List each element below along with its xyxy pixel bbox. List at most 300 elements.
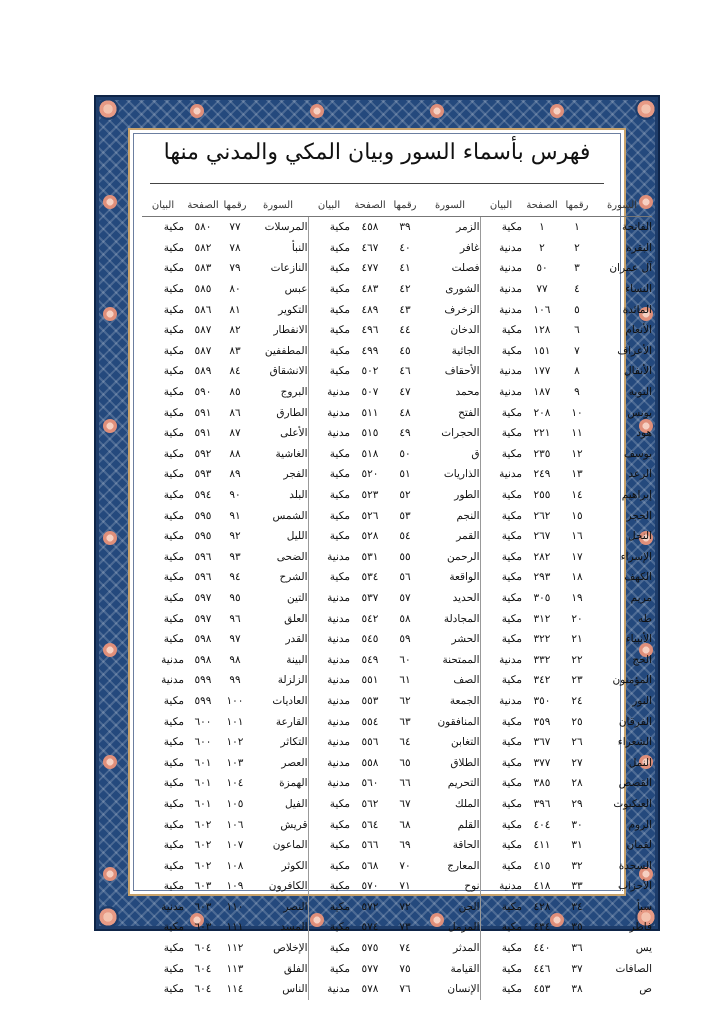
surah-page: ٤٤٠: [533, 942, 551, 955]
surah-number: ٨٨: [229, 447, 241, 460]
table-row: [142, 464, 652, 485]
surah-type: مدنية: [480, 876, 522, 897]
surah-name: محمد: [455, 386, 480, 399]
surah-page: ٥٠: [536, 262, 548, 275]
surah-type: مكية: [480, 217, 522, 238]
surah-number: ٥٢: [399, 489, 411, 502]
surah-number: ٨٢: [229, 324, 241, 337]
surah-type: مكية: [163, 427, 184, 440]
surah-number: ٦١: [399, 674, 411, 687]
surah-type: مكية: [163, 736, 184, 749]
surah-number: ١٣: [571, 468, 583, 481]
surah-name: الفجر: [283, 468, 308, 481]
surah-name: النصر: [283, 900, 308, 913]
surah-number: ٩٨: [229, 653, 241, 666]
header-number: رقمها: [222, 194, 248, 217]
surah-name: الانشقاق: [269, 365, 308, 378]
surah-type: مكية: [480, 732, 522, 753]
surah-page: ٦٠٣: [194, 880, 212, 893]
surah-type: مدنية: [480, 299, 522, 320]
surah-number: ١٤: [571, 489, 583, 502]
surah-page: ٥٨٧: [194, 344, 212, 357]
surah-number: ٣٠: [571, 818, 583, 831]
surah-name: الأنفال: [624, 365, 652, 378]
surah-number: ٥٥: [399, 550, 411, 563]
surah-page: ٣٧٧: [533, 756, 551, 769]
surah-type: مكية: [480, 444, 522, 465]
surah-name: لقمان: [626, 839, 652, 852]
surah-number: ١: [574, 221, 580, 234]
table-header-row: [142, 194, 652, 217]
surah-page: ٤٥٨: [361, 221, 379, 234]
surah-number: ٨٦: [229, 406, 241, 419]
surah-name: التغابن: [451, 736, 480, 749]
surah-page: ١٨٧: [533, 386, 551, 399]
flower-ornament-icon: [550, 104, 564, 118]
surah-name: التوبة: [628, 386, 652, 399]
surah-type: مكية: [480, 814, 522, 835]
surah-name: النجم: [456, 509, 480, 522]
surah-number: ١٠٠: [226, 694, 244, 707]
surah-number: ٧٧: [229, 221, 241, 234]
surah-number: ٥٩: [399, 633, 411, 646]
surah-name: القدر: [285, 633, 308, 646]
surah-type: مكية: [480, 588, 522, 609]
surah-page: ٣٨٥: [533, 777, 551, 790]
surah-number: ٧٥: [399, 962, 411, 975]
table-row: [142, 423, 652, 444]
table-row: [142, 649, 652, 670]
table-row: [142, 608, 652, 629]
flower-ornament-icon: [103, 419, 117, 433]
surah-number: ٦٨: [399, 818, 411, 831]
surah-page: ٦٠٢: [194, 818, 212, 831]
surah-number: ٨١: [229, 303, 241, 316]
surah-number: ٧٦: [399, 983, 411, 996]
surah-number: ٦٥: [399, 756, 411, 769]
surah-number: ٨: [574, 365, 580, 378]
surah-type: مدنية: [308, 629, 350, 650]
table-row: [142, 835, 652, 856]
surah-name: الجن: [458, 900, 480, 913]
table-row: [142, 258, 652, 279]
corner-ornament-icon: [635, 98, 657, 120]
surah-name: الأحزاب: [618, 880, 652, 893]
header-surah: السورة: [420, 194, 480, 217]
table-row: [142, 938, 652, 959]
surah-name: الليل: [286, 530, 308, 543]
surah-type: مكية: [163, 756, 184, 769]
surah-page: ٤٠٤: [533, 818, 551, 831]
surah-number: ٩٥: [229, 591, 241, 604]
surah-number: ٢٧: [571, 756, 583, 769]
surah-name: الكافرون: [268, 880, 308, 893]
surah-name: ق: [471, 447, 480, 460]
surah-name: المزمل: [447, 921, 480, 934]
table-row: [142, 485, 652, 506]
surah-page: ٤٦٧: [361, 241, 379, 254]
surah-page: ٥٧٧: [361, 962, 379, 975]
surah-page: ٢٨٢: [533, 550, 551, 563]
flower-ornament-icon: [103, 867, 117, 881]
surah-page: ٤١٨: [533, 880, 551, 893]
surah-name: الكوثر: [281, 859, 308, 872]
surah-name: الرحمن: [447, 550, 480, 563]
header-surah: السورة: [592, 194, 652, 217]
surah-number: ٢٥: [571, 715, 583, 728]
surah-page: ٥١١: [361, 406, 379, 419]
surah-number: ٣٧: [571, 962, 583, 975]
surah-page: ٥٩٩: [194, 674, 212, 687]
surah-type: مكية: [480, 341, 522, 362]
surah-number: ٦٩: [399, 839, 411, 852]
surah-name: الأنعام: [625, 324, 652, 337]
surah-page: ٣٥٩: [533, 715, 551, 728]
surah-name: ص: [639, 983, 652, 996]
surah-number: ١٠٣: [226, 756, 244, 769]
surah-page: ٥٥٣: [361, 694, 379, 707]
surah-page: ٥٩٠: [194, 386, 212, 399]
surah-page: ٦٠١: [194, 797, 212, 810]
surah-page: ٥٩٧: [194, 612, 212, 625]
surah-type: مكية: [308, 814, 350, 835]
surah-name: الواقعة: [449, 571, 480, 584]
surah-name: الإخلاص: [273, 942, 308, 955]
surah-name: يس: [635, 942, 652, 955]
table-row: [142, 958, 652, 979]
surah-type: مدنية: [480, 464, 522, 485]
surah-type: مدنية: [480, 361, 522, 382]
surah-number: ٦٢: [399, 694, 411, 707]
surah-page: ١: [539, 221, 545, 234]
surah-name: الحجرات: [441, 427, 480, 440]
table-row: [142, 526, 652, 547]
surah-page: ٤٤٦: [533, 962, 551, 975]
surah-type: مكية: [308, 567, 350, 588]
surah-type: مكية: [163, 880, 184, 893]
surah-page: ٥٧٥: [361, 942, 379, 955]
surah-type: مكية: [308, 299, 350, 320]
surah-page: ٥٠٧: [361, 386, 379, 399]
surah-number: ١٠٨: [226, 859, 244, 872]
surah-name: آل عمران: [609, 262, 652, 275]
surah-name: الفيل: [284, 797, 308, 810]
surah-type: مدنية: [308, 588, 350, 609]
surah-name: الزخرف: [444, 303, 480, 316]
surah-page: ٥٩١: [194, 427, 212, 440]
surah-type: مكية: [163, 303, 184, 316]
table-row: [142, 320, 652, 341]
surah-type: مكية: [480, 629, 522, 650]
surah-page: ٦٠٤: [194, 962, 212, 975]
surah-type: مكية: [308, 444, 350, 465]
surah-type: مكية: [480, 711, 522, 732]
surah-number: ٦٧: [399, 797, 411, 810]
table-row: [142, 238, 652, 259]
surah-number: ٤٥: [399, 344, 411, 357]
surah-page: ٤٨٣: [361, 283, 379, 296]
surah-name: الطلاق: [450, 756, 480, 769]
surah-number: ٣٨: [571, 983, 583, 996]
surah-name: الشرح: [279, 571, 308, 584]
surah-name: الصافات: [615, 962, 652, 975]
surah-name: يونس: [627, 406, 652, 419]
flower-ornament-icon: [103, 195, 117, 209]
surah-page: ٥٨٥: [194, 283, 212, 296]
surah-number: ٩٦: [229, 612, 241, 625]
surah-page: ٥٩٨: [194, 633, 212, 646]
surah-name: العلق: [284, 612, 308, 625]
surah-number: ٤٦: [399, 365, 411, 378]
surah-number: ٩١: [229, 509, 241, 522]
table-row: [142, 732, 652, 753]
surah-type: مدنية: [308, 773, 350, 794]
surah-number: ١١١: [226, 921, 244, 934]
surah-type: مكية: [163, 715, 184, 728]
surah-type: مدنية: [161, 653, 184, 666]
surah-type: مدنية: [480, 382, 522, 403]
table-row: [142, 382, 652, 403]
surah-page: ٥٢٨: [361, 530, 379, 543]
surah-type: مكية: [163, 447, 184, 460]
surah-name: الحج: [632, 653, 652, 666]
surah-name: البقرة: [626, 241, 652, 254]
surah-name: التين: [287, 591, 308, 604]
surah-page: ١٧٧: [533, 365, 551, 378]
surah-type: مكية: [308, 526, 350, 547]
surah-name: الكهف: [624, 571, 652, 584]
surah-type: مكية: [163, 591, 184, 604]
surah-number: ٢٦: [571, 736, 583, 749]
surah-name: الفتح: [458, 406, 480, 419]
flower-ornament-icon: [103, 531, 117, 545]
surah-number: ٣٩: [399, 221, 411, 234]
surah-name: القارعة: [275, 715, 308, 728]
surah-name: الجمعة: [449, 694, 480, 707]
surah-number: ٤٧: [399, 386, 411, 399]
surah-name: الرعد: [628, 468, 652, 481]
header-page: الصفحة: [350, 194, 390, 217]
surah-type: مدنية: [480, 649, 522, 670]
surah-name: القمر: [456, 530, 480, 543]
surah-number: ٢٢: [571, 653, 583, 666]
surah-type: مكية: [308, 320, 350, 341]
surah-page: ٥١٨: [361, 447, 379, 460]
surah-type: مدنية: [308, 732, 350, 753]
table-row: [142, 691, 652, 712]
table-row: [142, 876, 652, 897]
surah-page: ٦٠٢: [194, 839, 212, 852]
surah-page: ١٠٦: [533, 303, 551, 316]
surah-page: ٦٠١: [194, 777, 212, 790]
surah-name: الجاثية: [451, 344, 480, 357]
table-row: [142, 814, 652, 835]
header-number: رقمها: [562, 194, 592, 217]
table-row: [142, 773, 652, 794]
surah-name: المجادلة: [443, 612, 480, 625]
surah-name: مريم: [630, 591, 652, 604]
surah-type: مكية: [480, 547, 522, 568]
surah-number: ٣٥: [571, 921, 583, 934]
flower-ornament-icon: [103, 307, 117, 321]
surah-type: مكية: [163, 344, 184, 357]
surah-number: ٧٢: [399, 900, 411, 913]
header-number: رقمها: [390, 194, 420, 217]
surah-type: مكية: [480, 835, 522, 856]
surah-number: ٨٥: [229, 386, 241, 399]
surah-name: التحريم: [447, 777, 480, 790]
surah-type: مكية: [480, 752, 522, 773]
surah-number: ١٧: [571, 550, 583, 563]
surah-number: ٢٠: [571, 612, 583, 625]
surah-number: ٩٤: [229, 571, 241, 584]
surah-name: البينة: [286, 653, 308, 666]
corner-ornament-icon: [97, 98, 119, 120]
table-row: [142, 361, 652, 382]
surah-type: مكية: [163, 571, 184, 584]
surah-page: ٢٤٩: [533, 468, 551, 481]
surah-type: مدنية: [308, 608, 350, 629]
surah-name: المدثر: [453, 942, 480, 955]
surah-page: ٧٧: [536, 283, 548, 296]
surah-number: ١٠٤: [226, 777, 244, 790]
surah-type: مكية: [480, 505, 522, 526]
surah-type: مكية: [163, 983, 184, 996]
surah-page: ٢٩٣: [533, 571, 551, 584]
surah-page: ٥٩٤: [194, 489, 212, 502]
surah-page: ٥٤٢: [361, 612, 379, 625]
surah-page: ٥٧٨: [361, 983, 379, 996]
surah-type: مدنية: [480, 691, 522, 712]
surah-name: الغاشية: [275, 447, 308, 460]
surah-name: التكوير: [278, 303, 308, 316]
surah-page: ١٥١: [533, 344, 551, 357]
surah-type: مكية: [308, 217, 350, 238]
surah-page: ٥٤٩: [361, 653, 379, 666]
surah-type: مدنية: [308, 711, 350, 732]
flower-ornament-icon: [103, 755, 117, 769]
surah-name: الدخان: [450, 324, 480, 337]
surah-page: ٤٥٣: [533, 983, 551, 996]
surah-page: ٤٩٩: [361, 344, 379, 357]
surah-type: مكية: [163, 839, 184, 852]
surah-page: ٥٩٧: [194, 591, 212, 604]
surah-number: ٤١: [399, 262, 411, 275]
surah-type: مكية: [480, 958, 522, 979]
surah-page: ٥٥٤: [361, 715, 379, 728]
surah-number: ٨٤: [229, 365, 241, 378]
surah-type: مدنية: [480, 258, 522, 279]
surah-page: ٥٨٩: [194, 365, 212, 378]
surah-number: ٥٠: [399, 447, 411, 460]
surah-number: ٦: [574, 324, 580, 337]
surah-name: الفاتحة: [622, 221, 652, 234]
surah-page: ٥٨٧: [194, 324, 212, 337]
surah-page: ٢٥٥: [533, 489, 551, 502]
surah-number: ٢٨: [571, 777, 583, 790]
surah-number: ٢٣: [571, 674, 583, 687]
surah-name: الشعراء: [617, 736, 652, 749]
surah-number: ٩٢: [229, 530, 241, 543]
surah-name: الأعلى: [280, 427, 308, 440]
surah-number: ١٢: [571, 447, 583, 460]
surah-name: الطور: [454, 489, 480, 502]
surah-number: ٩: [574, 386, 580, 399]
surah-page: ٢٣٥: [533, 447, 551, 460]
surah-name: الانفطار: [273, 324, 308, 337]
surah-type: مكية: [163, 406, 184, 419]
surah-name: المرسلات: [264, 221, 308, 234]
surah-page: ٥٩٦: [194, 550, 212, 563]
surah-name: غافر: [459, 241, 480, 254]
surah-number: ٥٣: [399, 509, 411, 522]
surah-number: ٣٤: [571, 900, 583, 913]
surah-name: الحشر: [451, 633, 480, 646]
surah-number: ١٥: [571, 509, 583, 522]
surah-name: إبراهيم: [621, 489, 652, 502]
surah-number: ٣١: [571, 839, 583, 852]
surah-name: قريش: [280, 818, 308, 831]
surah-type: مكية: [308, 855, 350, 876]
surah-page: ٥٢٣: [361, 489, 379, 502]
surah-number: ٤٤: [399, 324, 411, 337]
surah-page: ٦٠٠: [194, 736, 212, 749]
surah-page: ٦٠٣: [194, 900, 212, 913]
surah-type: مدنية: [308, 649, 350, 670]
surah-type: مكية: [308, 938, 350, 959]
surah-number: ٥٤: [399, 530, 411, 543]
surah-page: ٦٠٤: [194, 983, 212, 996]
table-row: [142, 217, 652, 238]
header-surah: السورة: [248, 194, 308, 217]
surah-name: التكاثر: [280, 736, 308, 749]
surah-page: ٤٢٨: [533, 900, 551, 913]
surah-type: مكية: [480, 670, 522, 691]
surah-page: ٥٧٢: [361, 900, 379, 913]
surah-name: الشمس: [272, 509, 308, 522]
surah-page: ٥٦٤: [361, 818, 379, 831]
surah-page: ٥٩٦: [194, 571, 212, 584]
table-row: [142, 917, 652, 938]
surah-name: العصر: [281, 756, 308, 769]
surah-page: ٣٩٦: [533, 797, 551, 810]
surah-type: مكية: [480, 423, 522, 444]
surah-number: ٤٢: [399, 283, 411, 296]
surah-type: مدنية: [308, 402, 350, 423]
surah-name: العاديات: [272, 694, 308, 707]
surah-number: ٥٧: [399, 591, 411, 604]
surah-type: مكية: [480, 485, 522, 506]
surah-type: مدنية: [308, 382, 350, 403]
surah-type: مكية: [163, 221, 184, 234]
surah-page: ٦٠٤: [194, 942, 212, 955]
page-title: فهرس بأسماء السور وبيان المكي والمدني منها: [163, 140, 591, 165]
table-row: [142, 279, 652, 300]
surah-type: مكية: [163, 262, 184, 275]
surah-type: مكية: [163, 489, 184, 502]
surah-type: مكية: [480, 320, 522, 341]
surah-type: مكية: [163, 468, 184, 481]
surah-number: ٣٢: [571, 859, 583, 872]
surah-number: ٤: [574, 283, 580, 296]
surah-type: مدنية: [308, 979, 350, 1000]
surah-name: الشورى: [445, 283, 480, 296]
surah-type: مكية: [480, 567, 522, 588]
surah-page: ٥١٥: [361, 427, 379, 440]
surah-name: النبأ: [291, 241, 308, 254]
surah-type: مدنية: [161, 674, 184, 687]
surah-type: مدنية: [480, 279, 522, 300]
